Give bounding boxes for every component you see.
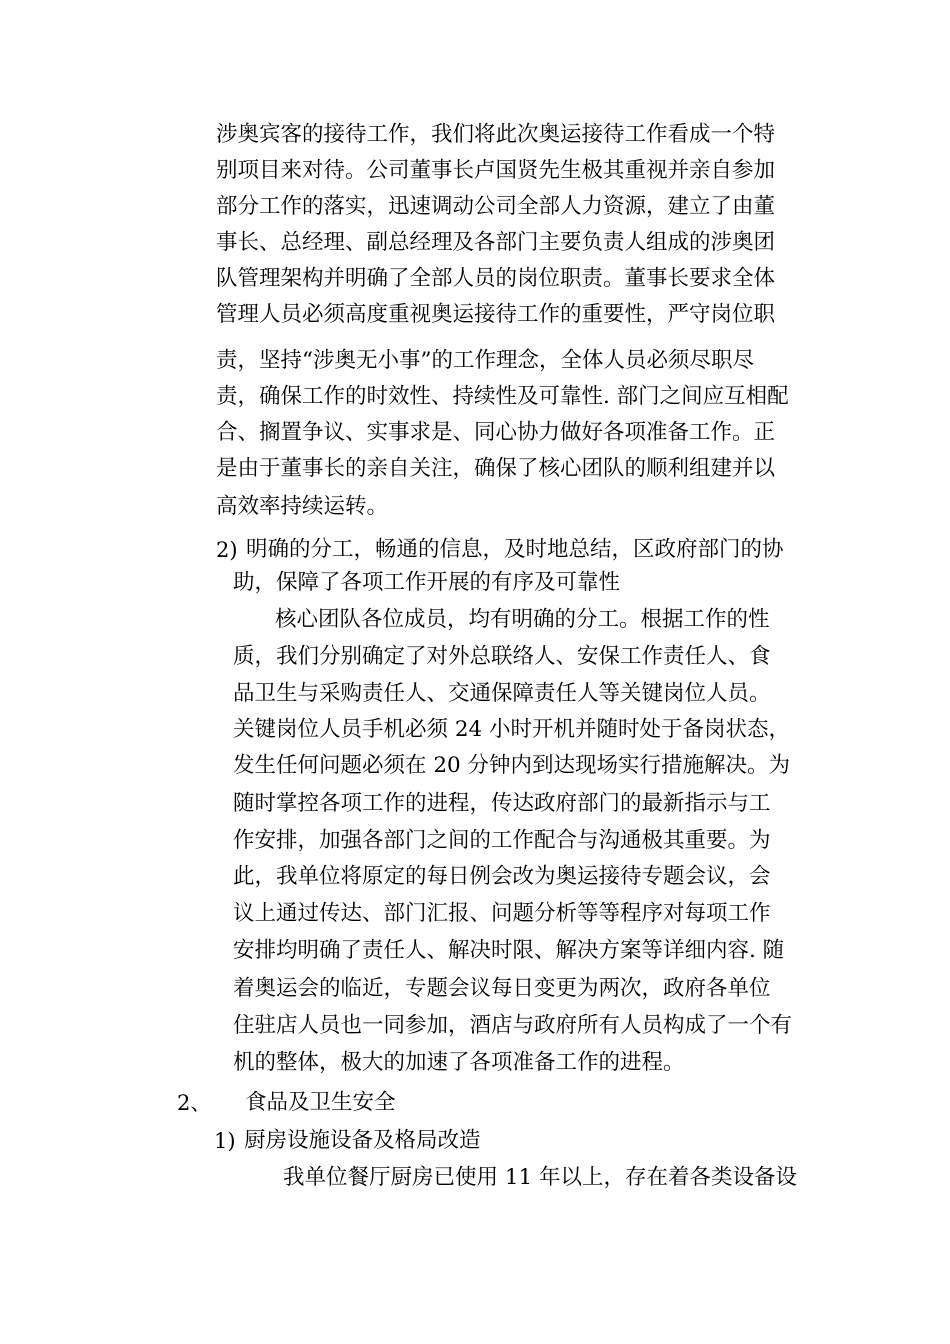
text-line: 安排均明确了责任人、解决时限、解决方案等详细内容. 随 bbox=[233, 938, 785, 963]
text-line: 高效率持续运转。 bbox=[216, 494, 389, 519]
paragraph-kitchen: 我单位餐厅厨房已使用 11 年以上，存在着各类设备设 bbox=[283, 1165, 798, 1190]
text-line: 核心团队各位成员，均有明确的分工。根据工作的性 bbox=[275, 607, 770, 632]
text-line: 部分工作的落实，迅速调动公司全部人力资源，建立了由董 bbox=[216, 194, 776, 219]
text-line: 管理人员必须高度重视奥运接待工作的重要性，严守岗位职 bbox=[216, 302, 776, 327]
list-item-heading: 厨房设施设备及格局改造 bbox=[244, 1128, 481, 1153]
text-line: 事长、总经理、副总经理及各部门主要负责人组成的涉奥团 bbox=[216, 230, 776, 255]
text-line: 作安排，加强各部门之间的工作配合与沟通极其重要。为 bbox=[233, 828, 771, 853]
text-line: 队管理架构并明确了全部人员的岗位职责。董事长要求全体 bbox=[216, 266, 776, 291]
text-line: 别项目来对待。公司董事长卢国贤先生极其重视并亲自参加 bbox=[216, 158, 776, 183]
text-line: 品卫生与采购责任人、交通保障责任人等关键岗位人员。 bbox=[233, 681, 771, 706]
text-line: 着奥运会的临近，专题会议每日变更为两次，政府各单位 bbox=[233, 976, 771, 1001]
text-line: 涉奥宾客的接待工作，我们将此次奥运接待工作看成一个特 bbox=[216, 122, 776, 147]
text-line: 发生任何问题必须在 20 分钟内到达现场实行措施解决。为 bbox=[233, 753, 791, 778]
list-item-heading: 助，保障了各项工作开展的有序及可靠性 bbox=[233, 570, 621, 595]
section-title: 食品及卫生安全 bbox=[245, 1090, 396, 1115]
text-line: 机的整体，极大的加速了各项准备工作的进程。 bbox=[233, 1050, 685, 1075]
text-line: 此，我单位将原定的每日例会改为奥运接待专题会议，会 bbox=[233, 864, 771, 889]
text-line: 质，我们分别确定了对外总联络人、安保工作责任人、食 bbox=[233, 644, 771, 669]
list-number: 2) bbox=[216, 538, 238, 562]
list-item-heading: 明确的分工，畅通的信息，及时地总结，区政府部门的协 bbox=[246, 537, 784, 562]
text-line: 责，坚持“涉奥无小事”的工作理念，全体人员必须尽职尽 bbox=[216, 348, 754, 373]
section-number: 2、 bbox=[177, 1091, 212, 1115]
text-line: 责，确保工作的时效性、持续性及可靠性. 部门之间应互相配 bbox=[216, 384, 789, 409]
text-line: 随时掌控各项工作的进程，传达政府部门的最新指示与工 bbox=[233, 791, 771, 816]
list-number: 1) bbox=[214, 1129, 236, 1153]
text-line: 关键岗位人员手机必须 24 小时开机并随时处于备岗状态， bbox=[233, 717, 791, 742]
text-line: 住驻店人员也一同参加，酒店与政府所有人员构成了一个有 bbox=[233, 1013, 793, 1038]
text-line: 合、搁置争议、实事求是、同心协力做好各项准备工作。正 bbox=[216, 420, 776, 445]
text-line: 是由于董事长的亲自关注，确保了核心团队的顺利组建并以 bbox=[216, 456, 776, 481]
text-line: 议上通过传达、部门汇报、问题分析等等程序对每项工作 bbox=[233, 901, 771, 926]
